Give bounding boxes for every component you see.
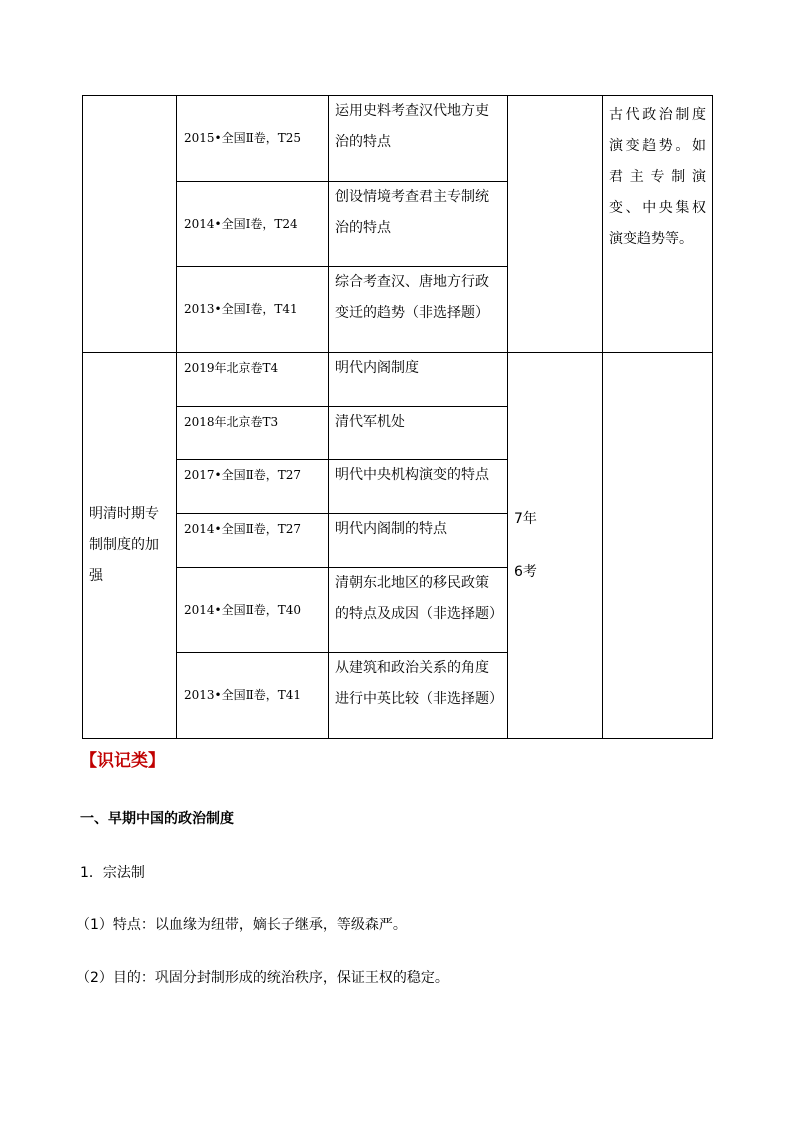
exam-source: 2018年北京卷T3 <box>177 407 329 460</box>
exam-content: 运用史料考查汉代地方吏治的特点 <box>329 96 508 182</box>
exam-source: 2014•全国Ⅰ卷，T24 <box>177 182 329 267</box>
exam-content: 明代内阁制度 <box>329 353 508 407</box>
count-line-2: 6考 <box>514 563 537 580</box>
topic-cell-empty <box>83 96 177 353</box>
exam-source: 2017•全国Ⅱ卷，T27 <box>177 460 329 514</box>
exam-source: 2019年北京卷T4 <box>177 353 329 407</box>
trend-note: 古代政治制度演变趋势。如君主专制演变、中央集权演变趋势等。 <box>603 96 713 353</box>
exam-source: 2013•全国Ⅱ卷，T41 <box>177 653 329 739</box>
count-line-1: 7年 <box>514 510 537 527</box>
section-tag: 【识记类】 <box>80 751 165 771</box>
trend-cell-empty <box>603 353 713 739</box>
section-heading: 一、早期中国的政治制度 <box>80 811 234 827</box>
exam-content: 从建筑和政治关系的角度进行中英比较（非选择题） <box>329 653 508 739</box>
exam-content: 明代内阁制的特点 <box>329 514 508 568</box>
item-point: （1）特点：以血缘为纽带，嫡长子继承，等级森严。 <box>76 917 407 933</box>
exam-source: 2013•全国Ⅰ卷，T41 <box>177 267 329 353</box>
exam-content: 综合考查汉、唐地方行政变迁的趋势（非选择题） <box>329 267 508 353</box>
exam-content: 明代中央机构演变的特点 <box>329 460 508 514</box>
exam-analysis-table <box>82 95 713 739</box>
exam-content: 创设情境考查君主专制统治的特点 <box>329 182 508 267</box>
topic-cell: 明清时期专制制度的加强 <box>83 353 177 739</box>
exam-source: 2014•全国Ⅱ卷，T40 <box>177 568 329 653</box>
exam-source: 2014•全国Ⅱ卷，T27 <box>177 514 329 568</box>
exam-content: 清朝东北地区的移民政策的特点及成因（非选择题） <box>329 568 508 653</box>
count-cell-empty <box>508 96 603 353</box>
exam-source: 2015•全国Ⅱ卷，T25 <box>177 96 329 182</box>
count-cell <box>508 353 603 739</box>
item-point: （2）目的：巩固分封制形成的统治秩序，保证王权的稳定。 <box>76 970 449 986</box>
exam-content: 清代军机处 <box>329 407 508 460</box>
item-heading: 1．宗法制 <box>80 865 145 881</box>
